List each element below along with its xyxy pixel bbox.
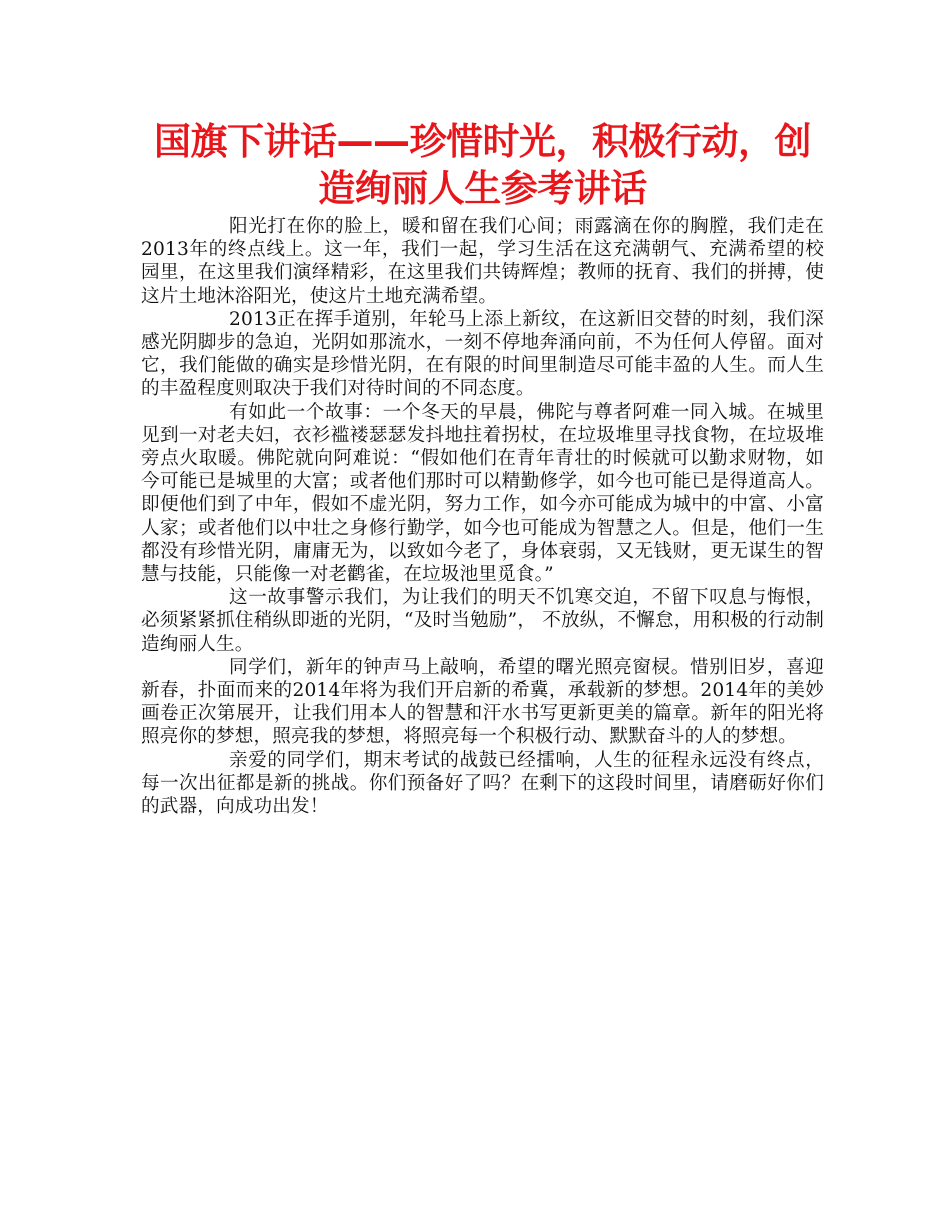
document-body <box>141 215 824 818</box>
paragraph: 阳光打在你的脸上，暖和留在我们心间；雨露滴在你的胸膛，我们走在2013年的终点线上。这一年，我们一起，学习生活在这充满朝气、充满希望的校园里，在这里我们演绎精彩，在这里我们共铸辉煌；教师的抚育、我们的拼搏，使这片土地沐浴阳光，使这片土地充满希望。 <box>141 216 824 307</box>
paragraph: 同学们，新年的钟声马上敲响，希望的曙光照亮窗棂。惜别旧岁，喜迎新春，扑面而来的2014年将为我们开启新的希冀，承载新的梦想。2014年的美妙画卷正次第展开，让我们用本人的智慧和汗水书写更新更美的篇章。新年的阳光将照亮你的梦想，照亮我的梦想，将照亮每一个积极行动、默默奋斗的人的梦想。 <box>141 656 824 748</box>
paragraph: 这一故事警示我们，为让我们的明天不饥寒交迫，不留下叹息与悔恨，必须紧紧抓住稍纵即逝的光阴，“及时当勉励”， 不放纵，不懈怠，用积极的行动制造绚丽人生。 <box>141 587 824 655</box>
paragraph: 有如此一个故事：一个冬天的早晨，佛陀与尊者阿难一同入城。在城里见到一对老夫妇，衣衫褴褛瑟瑟发抖地拄着拐杖，在垃圾堆里寻找食物，在垃圾堆旁点火取暖。佛陀就向阿难说：“假如他们在青年青壮的时候就可以勤求财物，如今可能已是城里的大富；或者他们那时可以精勤修学，如今也可能已是得道高人。即便他们到了中年，假如不虚光阴，努力工作，如今亦可能成为城中的中富、小富人家；或者他们以中壮之身修行勤学，如今也可能成为智慧之人。但是，他们一生都没有珍惜光阴，庸庸无为，以致如今老了，身体衰弱，又无钱财，更无谋生的智慧与技能，只能像一对老鹳雀，在垃圾池里觅食。” <box>141 401 824 586</box>
paragraph: 亲爱的同学们，期末考试的战鼓已经擂响，人生的征程永远没有终点，每一次出征都是新的挑战。你们预备好了吗？在剩下的这段时间里，请磨砺好你们的武器，向成功出发！ <box>141 749 824 818</box>
paragraph: 2013正在挥手道别，年轮马上添上新纹，在这新旧交替的时刻，我们深感光阴脚步的急迫，光阴如那流水，一刻不停地奔涌向前，不为任何人停留。面对它，我们能做的确实是珍惜光阴，在有限的时间里制造尽可能丰盈的人生。而人生的丰盈程度则取决于我们对待时间的不同态度。 <box>141 308 824 400</box>
document-title: 国旗下讲话——珍惜时光，积极行动，创造绚丽人生参考讲话 <box>154 120 811 210</box>
document-page <box>141 118 824 818</box>
